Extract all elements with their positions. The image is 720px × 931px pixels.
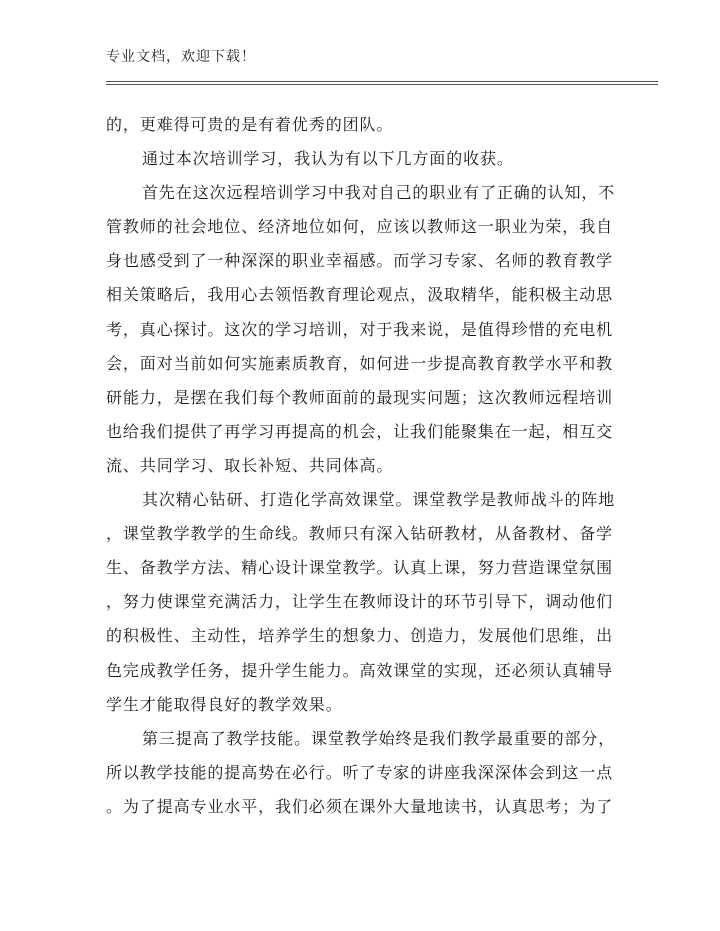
document-body [106,108,658,824]
text-line: 考，真心探讨。这次的学习培训，对于我来说，是值得珍惜的充电机 [106,319,614,339]
text-line: 管教师的社会地位、经济地位如何，应该以教师这一职业为荣，我自 [106,217,614,237]
page-header: 专业文档，欢迎下载！ [106,49,256,65]
text-line: 通过本次培训学习，我认为有以下几方面的收获。 [142,149,514,169]
text-line: 所以教学技能的提高势在必行。听了专家的讲座我深深体会到这一点 [106,762,614,782]
text-line: 其次精心钻研、打造化学高效课堂。课堂教学是教师战斗的阵地 [142,490,616,510]
text-line: 会，面对当前如何实施素质教育，如何进一步提高教育教学水平和教 [106,353,614,373]
text-line: 生、备教学方法、精心设计课堂教学。认真上课，努力营造课堂氛围 [106,558,614,578]
text-line: 也给我们提供了再学习再提高的机会，让我们能聚集在一起，相互交 [106,421,614,441]
header-rule-top [106,81,658,82]
text-line: 身也感受到了一种深深的职业幸福感。而学习专家、名师的教育教学 [106,251,614,271]
text-line: 第三提高了教学技能。课堂教学始终是我们教学最重要的部分， [142,728,616,748]
text-line: 。为了提高专业水平，我们必须在课外大量地读书，认真思考；为了 [106,796,614,816]
header-rule-bottom [106,84,658,85]
text-line: 首先在这次远程培训学习中我对自己的职业有了正确的认知，不 [142,183,616,203]
text-line: ，课堂教学教学的生命线。教师只有深入钻研教材，从备教材、备学 [106,524,614,544]
text-line: 研能力，是摆在我们每个教师面前的最现实问题；这次教师远程培训 [106,387,614,407]
text-line: 学生才能取得良好的教学效果。 [106,694,343,714]
text-line: ，努力使课堂充满活力，让学生在教师设计的环节引导下，调动他们 [106,592,614,612]
text-line: 相关策略后，我用心去领悟教育理论观点，汲取精华，能积极主动思 [106,285,614,305]
text-line: 流、共同学习、取长补短、共同体高。 [106,455,394,475]
text-line: 色完成教学任务，提升学生能力。高效课堂的实现，还必须认真辅导 [106,660,614,680]
text-line: 的，更难得可贵的是有着优秀的团队。 [106,115,394,134]
text-line: 的积极性、主动性，培养学生的想象力、创造力，发展他们思维，出 [106,626,614,646]
